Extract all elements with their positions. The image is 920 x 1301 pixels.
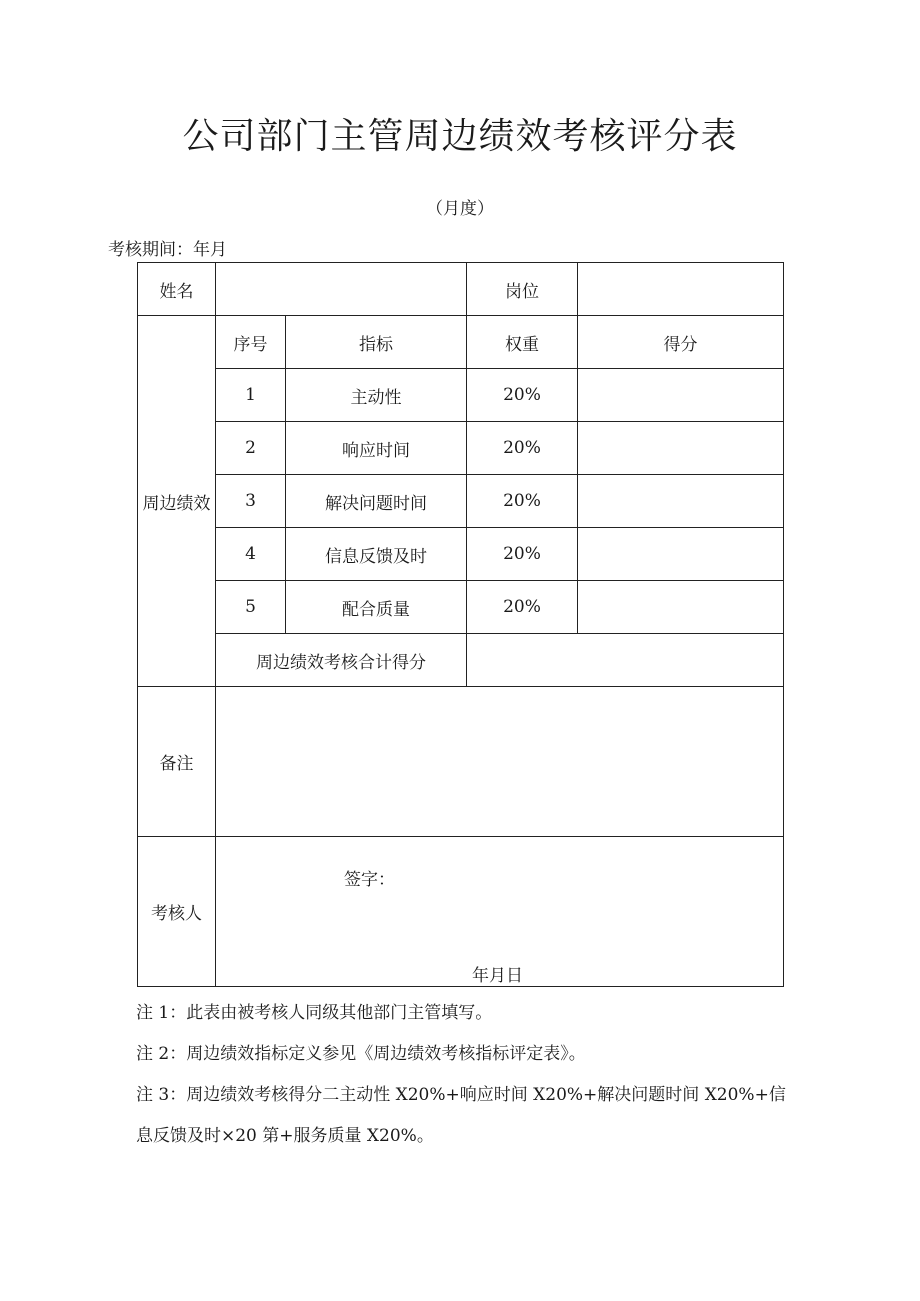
assessment-period-label: 考核期间：年月 xyxy=(108,240,227,260)
section-label-peripheral-performance: 周边绩效 xyxy=(138,316,216,687)
header-indicator: 指标 xyxy=(286,316,467,369)
row-weight: 20% xyxy=(467,475,578,528)
table-row xyxy=(138,581,784,634)
date-label: 年月日 xyxy=(472,966,523,986)
remarks-row xyxy=(138,687,784,837)
table-row xyxy=(138,475,784,528)
row-score-cell[interactable] xyxy=(578,475,784,528)
period-type-subtitle: （月度） xyxy=(426,199,494,219)
row-weight: 20% xyxy=(467,528,578,581)
row-weight: 20% xyxy=(467,581,578,634)
row-index: 1 xyxy=(216,369,286,422)
row-weight: 20% xyxy=(467,422,578,475)
table-row xyxy=(138,422,784,475)
row-indicator: 响应时间 xyxy=(286,422,467,475)
row-score-cell[interactable] xyxy=(578,422,784,475)
header-index: 序号 xyxy=(216,316,286,369)
row-indicator: 配合质量 xyxy=(286,581,467,634)
header-score: 得分 xyxy=(578,316,784,369)
note-3: 注 3：周边绩效考核得分二主动性 X20%+响应时间 X20%+解决问题时间 X20%+信息反馈及时×20 第+服务质量 X20%。 xyxy=(136,1085,786,1146)
page-title: 公司部门主管周边绩效考核评分表 xyxy=(182,116,738,157)
header-weight: 权重 xyxy=(467,316,578,369)
total-score-label: 周边绩效考核合计得分 xyxy=(216,634,467,687)
reviewer-label: 考核人 xyxy=(138,837,216,987)
position-label: 岗位 xyxy=(467,263,578,316)
row-score-cell[interactable] xyxy=(578,581,784,634)
row-score-cell[interactable] xyxy=(578,528,784,581)
reviewer-row xyxy=(138,837,784,987)
remarks-content-cell[interactable] xyxy=(216,687,784,837)
row-index: 3 xyxy=(216,475,286,528)
row-index: 4 xyxy=(216,528,286,581)
row-indicator: 信息反馈及时 xyxy=(286,528,467,581)
row-weight: 20% xyxy=(467,369,578,422)
row-index: 5 xyxy=(216,581,286,634)
notes-section xyxy=(136,1000,786,1172)
note-1: 注 1：此表由被考核人同级其他部门主管填写。 xyxy=(136,1003,493,1023)
header-row xyxy=(138,316,784,369)
signature-cell[interactable] xyxy=(216,837,784,987)
name-label: 姓名 xyxy=(138,263,216,316)
total-score-cell[interactable] xyxy=(467,634,784,687)
total-row xyxy=(138,634,784,687)
row-score-cell[interactable] xyxy=(578,369,784,422)
position-value-cell[interactable] xyxy=(578,263,784,316)
table-row xyxy=(138,369,784,422)
name-row xyxy=(138,263,784,316)
row-indicator: 主动性 xyxy=(286,369,467,422)
row-index: 2 xyxy=(216,422,286,475)
table-row xyxy=(138,528,784,581)
signature-label: 签字： xyxy=(344,870,395,890)
name-value-cell[interactable] xyxy=(216,263,467,316)
remarks-label: 备注 xyxy=(138,687,216,837)
row-indicator: 解决问题时间 xyxy=(286,475,467,528)
note-2: 注 2：周边绩效指标定义参见《周边绩效考核指标评定表》。 xyxy=(136,1044,586,1064)
evaluation-form-table xyxy=(137,262,784,987)
